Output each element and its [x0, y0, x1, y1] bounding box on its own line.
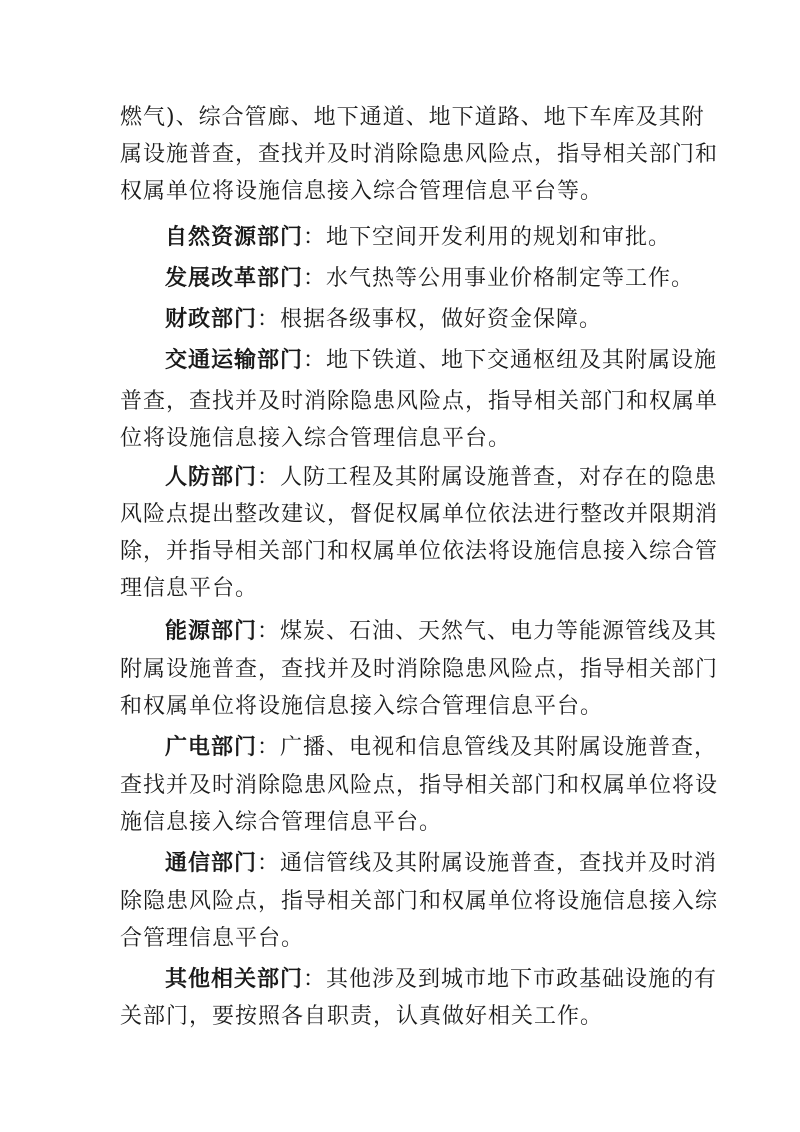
text-line: [0, 650, 800, 690]
text-line: [0, 844, 800, 884]
line-text: ：通信管线及其附属设施普查，查找并及时消: [257, 851, 718, 876]
text-line: [0, 259, 800, 299]
line-text: 普查，查找并及时消除隐患风险点，指导相关部门和权属单: [120, 389, 719, 414]
text-line: [0, 495, 800, 535]
section-heading: 通信部门: [165, 851, 258, 876]
text-line: [0, 458, 800, 498]
section-heading: 人防部门: [165, 465, 258, 490]
section-heading: 财政部门: [165, 307, 258, 332]
line-text: 合管理信息平台。: [120, 926, 305, 951]
text-line: [0, 135, 800, 175]
section-heading: 广电部门: [165, 735, 258, 760]
text-line: [0, 882, 800, 922]
text-line: [0, 997, 800, 1037]
section-heading: 能源部门: [165, 619, 258, 644]
text-line: [0, 532, 800, 572]
text-line: [0, 218, 800, 258]
section-heading: 自然资源部门: [165, 225, 304, 250]
line-text: 关部门，要按照各自职责，认真做好相关工作。: [120, 1004, 604, 1029]
line-text: 除，并指导相关部门和权属单位依法将设施信息接入综合管: [120, 539, 719, 564]
line-text: ：人防工程及其附属设施普查，对存在的隐患: [257, 465, 718, 490]
section-heading: 发展改革部门: [165, 266, 304, 291]
text-line: [0, 803, 800, 843]
text-line: [0, 919, 800, 959]
text-line: [0, 960, 800, 1000]
line-text: ：根据各级事权，做好资金保障。: [257, 307, 603, 332]
line-text: 属设施普查，查找并及时消除隐患风险点，指导相关部门和: [120, 142, 719, 167]
line-text: ：地下铁道、地下交通枢纽及其附属设施: [303, 348, 718, 373]
section-heading: 交通运输部门: [165, 348, 304, 373]
text-line: [0, 419, 800, 459]
text-line: [0, 612, 800, 652]
line-text: 查找并及时消除隐患风险点，指导相关部门和权属单位将设: [120, 773, 719, 798]
line-text: ：其他涉及到城市地下市政基础设施的有: [303, 967, 718, 992]
section-heading: 其他相关部门: [165, 967, 304, 992]
line-text: ：地下空间开发利用的规划和审批。: [303, 225, 672, 250]
line-text: 理信息平台。: [120, 576, 259, 601]
line-text: ：煤炭、石油、天然气、电力等能源管线及其: [257, 619, 718, 644]
text-line: [0, 98, 800, 138]
line-text: 施信息接入综合管理信息平台。: [120, 810, 443, 835]
line-text: 风险点提出整改建议，督促权属单位依法进行整改并限期消: [120, 502, 719, 527]
line-text: 除隐患风险点，指导相关部门和权属单位将设施信息接入综: [120, 889, 719, 914]
line-text: ：广播、电视和信息管线及其附属设施普查，: [257, 735, 718, 760]
text-line: [0, 341, 800, 381]
line-text: 和权属单位将设施信息接入综合管理信息平台。: [120, 694, 604, 719]
text-line: [0, 728, 800, 768]
text-line: [0, 569, 800, 609]
line-text: 权属单位将设施信息接入综合管理信息平台等。: [120, 179, 604, 204]
line-text: 位将设施信息接入综合管理信息平台。: [120, 426, 512, 451]
line-text: 附属设施普查，查找并及时消除隐患风险点，指导相关部门: [120, 657, 719, 682]
text-line: [0, 382, 800, 422]
text-line: [0, 687, 800, 727]
line-text: ：水气热等公用事业价格制定等工作。: [303, 266, 695, 291]
text-line: [0, 300, 800, 340]
text-line: [0, 172, 800, 212]
text-line: [0, 766, 800, 806]
line-text: 燃气)、综合管廊、地下通道、地下道路、地下车库及其附: [120, 105, 705, 130]
